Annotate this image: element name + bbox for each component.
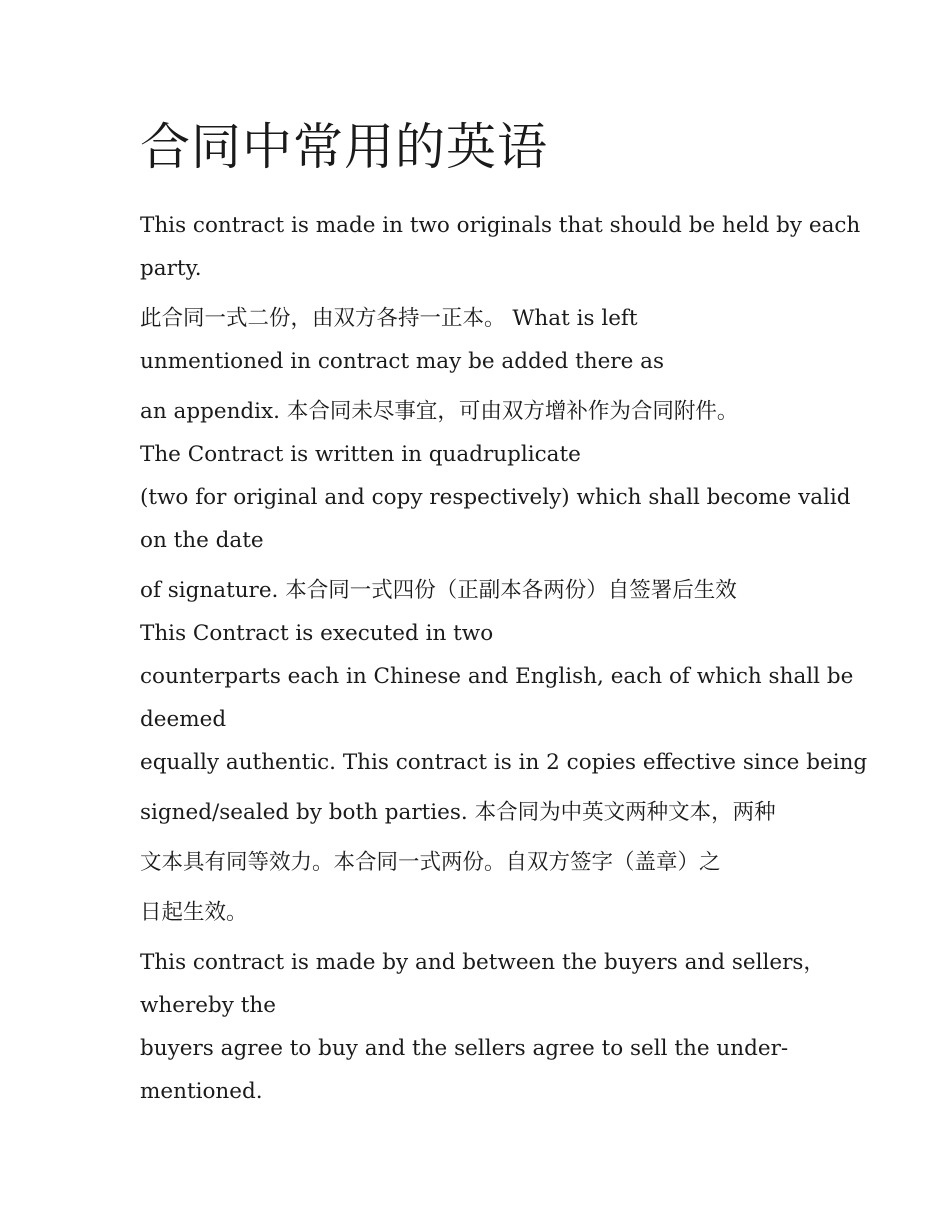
text-line: party. <box>140 256 202 281</box>
text-line: counterparts each in Chinese and English, each of which shall be <box>140 664 854 689</box>
text-line: equally authentic. This contract is in 2 copies effective since being <box>140 750 868 775</box>
text-line: The Contract is written in quadruplicate <box>140 442 581 467</box>
text-line: mentioned. <box>140 1079 263 1104</box>
text-line: This contract is made by and between the buyers and sellers， <box>140 950 825 975</box>
document-title: 合同中常用的英语 <box>140 118 548 176</box>
text-line: whereby the <box>140 993 276 1018</box>
text-line: 日起生效。 <box>140 900 248 925</box>
text-line: unmentioned in contract may be added there as <box>140 349 664 374</box>
text-line: deemed <box>140 707 227 732</box>
text-line: This Contract is executed in two <box>140 621 494 646</box>
text-line: 此合同一式二份，由双方各持一正本。 What is left <box>140 306 638 331</box>
text-line: on the date <box>140 528 264 553</box>
text-line: buyers agree to buy and the sellers agree to sell the under- <box>140 1036 789 1061</box>
text-line: of signature. 本合同一式四份（正副本各两份）自签署后生效 <box>140 578 737 603</box>
text-line: signed/sealed by both parties. 本合同为中英文两种文本，两种 <box>140 800 776 825</box>
text-line: an appendix. 本合同未尽事宜，可由双方增补作为合同附件。 <box>140 399 739 424</box>
text-line: 文本具有同等效力。本合同一式两份。自双方签字（盖章）之 <box>140 850 721 875</box>
text-line: (two for original and copy respectively) which shall become valid <box>140 485 851 510</box>
document-page <box>140 112 868 1113</box>
text-line: This contract is made in two originals that should be held by each <box>140 213 861 238</box>
